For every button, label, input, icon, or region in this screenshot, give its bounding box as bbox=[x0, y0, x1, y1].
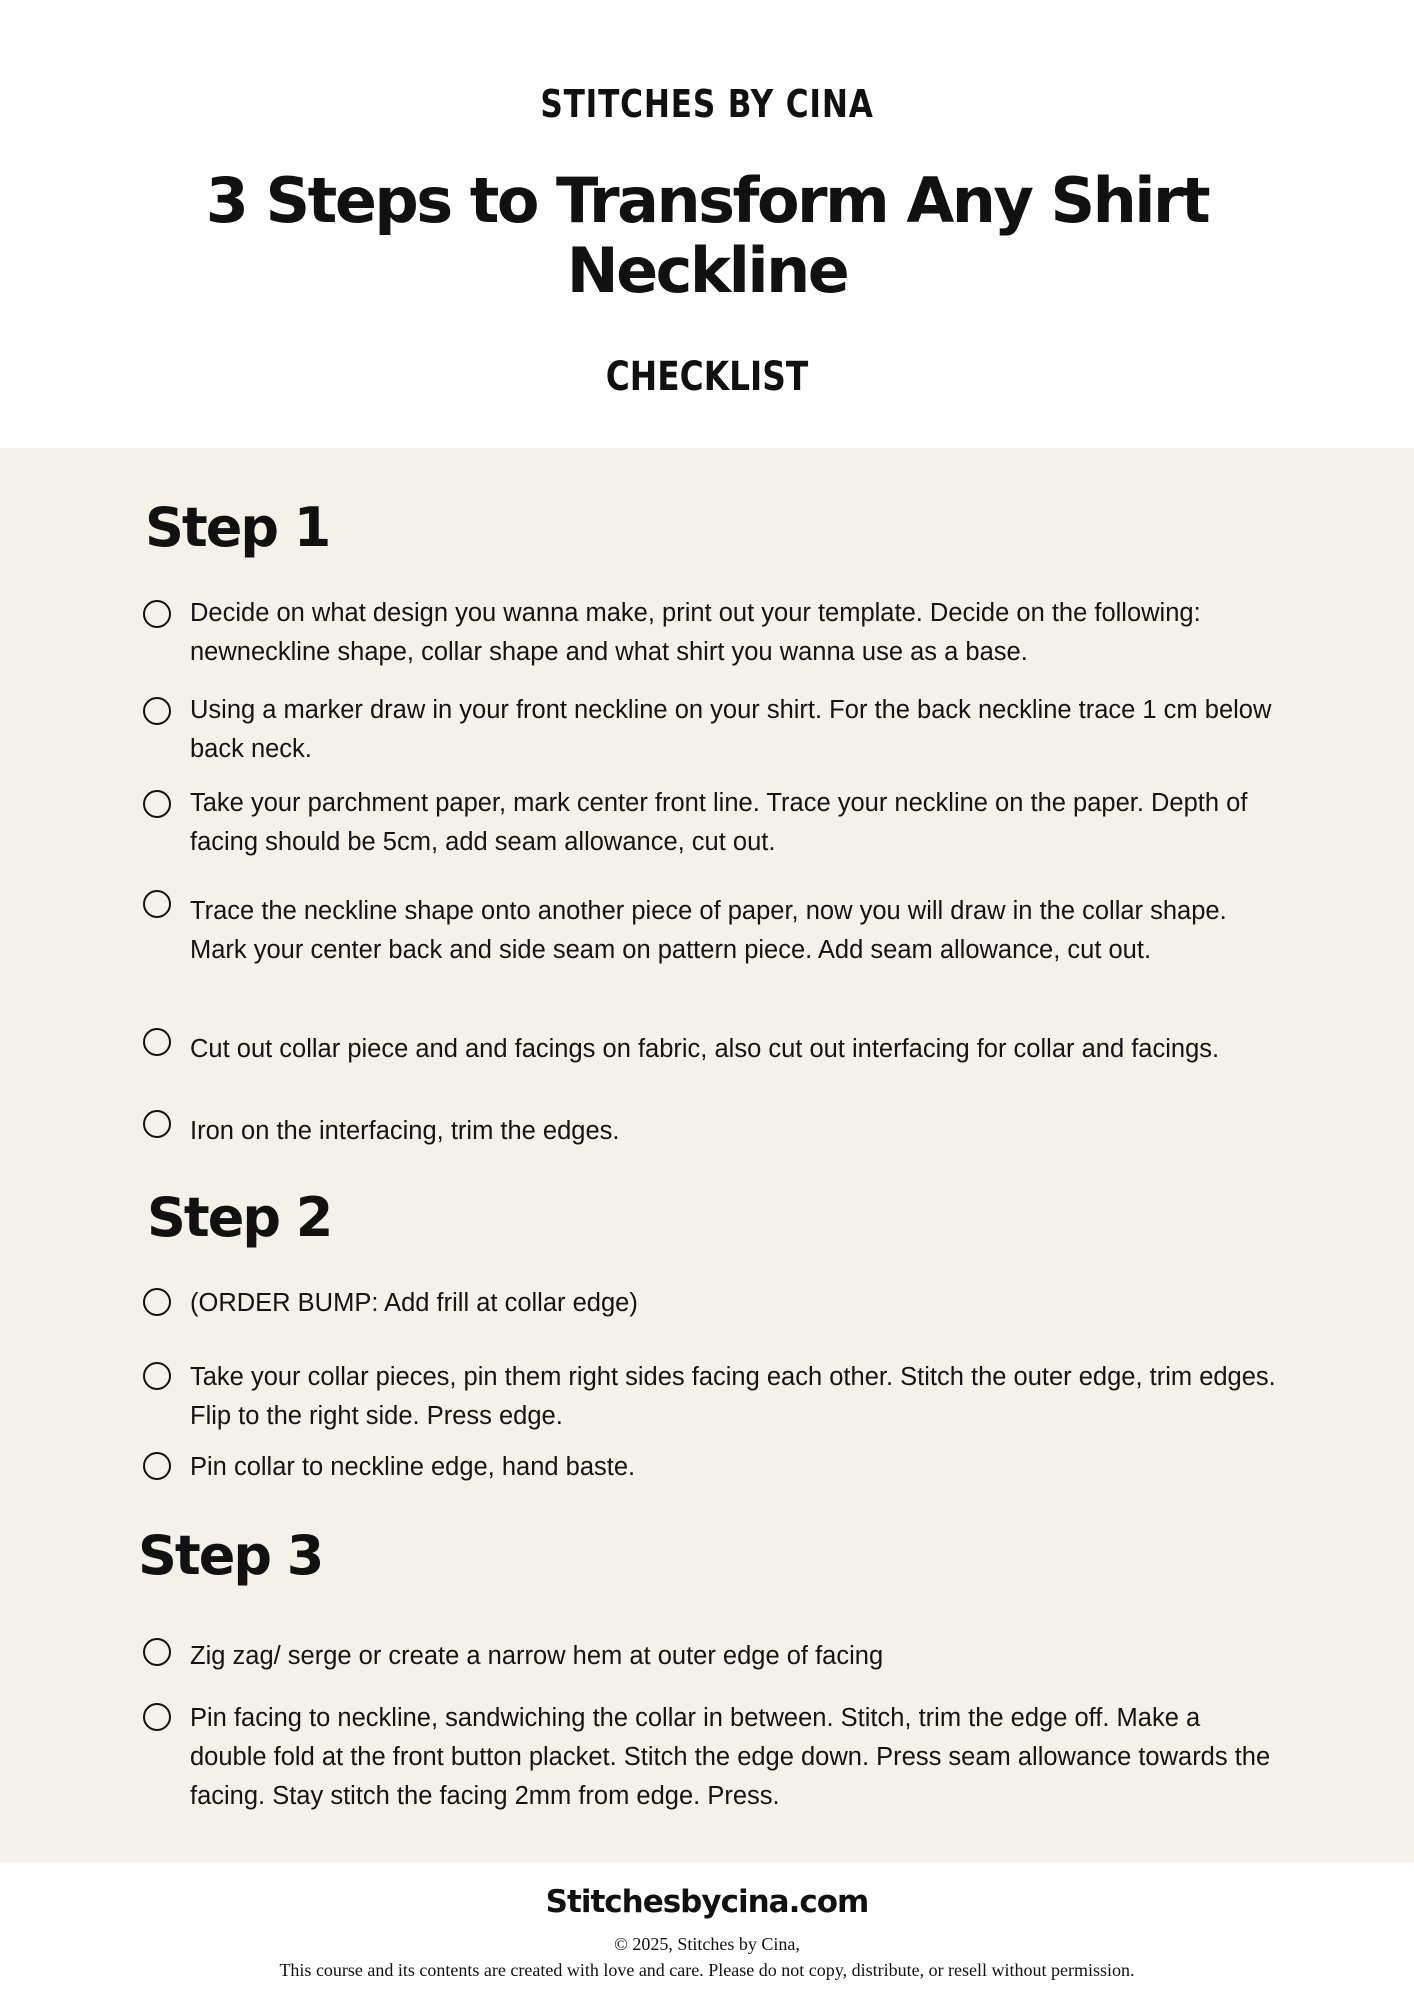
page-header bbox=[0, 0, 1414, 448]
checklist-section bbox=[0, 448, 1414, 1862]
checkbox-icon[interactable] bbox=[143, 1028, 171, 1056]
page-title-line-2: Neckline bbox=[566, 234, 848, 307]
step-2-heading: Step 2 bbox=[147, 1186, 332, 1249]
checkbox-icon[interactable] bbox=[143, 600, 171, 628]
checklist-item-text: Decide on what design you wanna make, print out your template. Decide on the following: newneckline shape, collar shape and what shirt you wanna use as a base. bbox=[190, 599, 1201, 666]
checkbox-icon[interactable] bbox=[143, 1362, 171, 1390]
checklist-item-text: Trace the neckline shape onto another piece of paper, now you will draw in the collar shape. Mark your center back and side seam on pattern piece. Add seam allowance, cut out. bbox=[190, 897, 1227, 964]
checkbox-icon[interactable] bbox=[143, 1703, 171, 1731]
footer-website[interactable]: Stitchesbycina.com bbox=[545, 1884, 869, 1920]
footer-copyright: © 2025, Stitches by Cina, bbox=[614, 1934, 800, 1954]
step-1-heading: Step 1 bbox=[145, 496, 330, 559]
checklist-item-text: (ORDER BUMP: Add frill at collar edge) bbox=[190, 1289, 638, 1317]
checklist-item-text: Iron on the interfacing, trim the edges. bbox=[190, 1117, 620, 1145]
checklist-item-text: Cut out collar piece and and facings on fabric, also cut out interfacing for collar and facings. bbox=[190, 1035, 1220, 1063]
checkbox-icon[interactable] bbox=[143, 1288, 171, 1316]
checklist-item-text: Take your collar pieces, pin them right sides facing each other. Stitch the outer edge, trim edges. Flip to the right side. Press edge. bbox=[190, 1363, 1276, 1430]
checklist-item-text: Pin facing to neckline, sandwiching the collar in between. Stitch, trim the edge off. Make a double fold at the front button placket. Stitch the edge down. Press seam allowance towards the facing. Stay stitch the facing 2mm from edge. Press. bbox=[190, 1704, 1271, 1810]
brand-name: STITCHES BY CINA bbox=[540, 82, 874, 126]
checkbox-icon[interactable] bbox=[143, 890, 171, 918]
footer-notice: This course and its contents are created with love and care. Please do not copy, distribute, or resell without permission. bbox=[279, 1960, 1135, 1980]
page-subtitle: CHECKLIST bbox=[605, 354, 809, 400]
checklist-item-text: Take your parchment paper, mark center front line. Trace your neckline on the paper. Depth of facing should be 5cm, add seam allowance, cut out. bbox=[190, 789, 1248, 856]
page-title-line-1: 3 Steps to Transform Any Shirt bbox=[205, 164, 1209, 237]
checkbox-icon[interactable] bbox=[143, 697, 171, 725]
checklist-item-text: Pin collar to neckline edge, hand baste. bbox=[190, 1453, 636, 1481]
checklist-item-text: Zig zag/ serge or create a narrow hem at outer edge of facing bbox=[190, 1642, 884, 1670]
checkbox-icon[interactable] bbox=[143, 1638, 171, 1666]
checkbox-icon[interactable] bbox=[143, 1452, 171, 1480]
checklist-item-text: Using a marker draw in your front neckline on your shirt. For the back neckline trace 1 cm below back neck. bbox=[190, 696, 1272, 763]
page-title bbox=[0, 166, 1414, 306]
page-footer bbox=[0, 1862, 1414, 2000]
step-3-heading: Step 3 bbox=[138, 1524, 323, 1587]
checkbox-icon[interactable] bbox=[143, 1110, 171, 1138]
checkbox-icon[interactable] bbox=[143, 790, 171, 818]
